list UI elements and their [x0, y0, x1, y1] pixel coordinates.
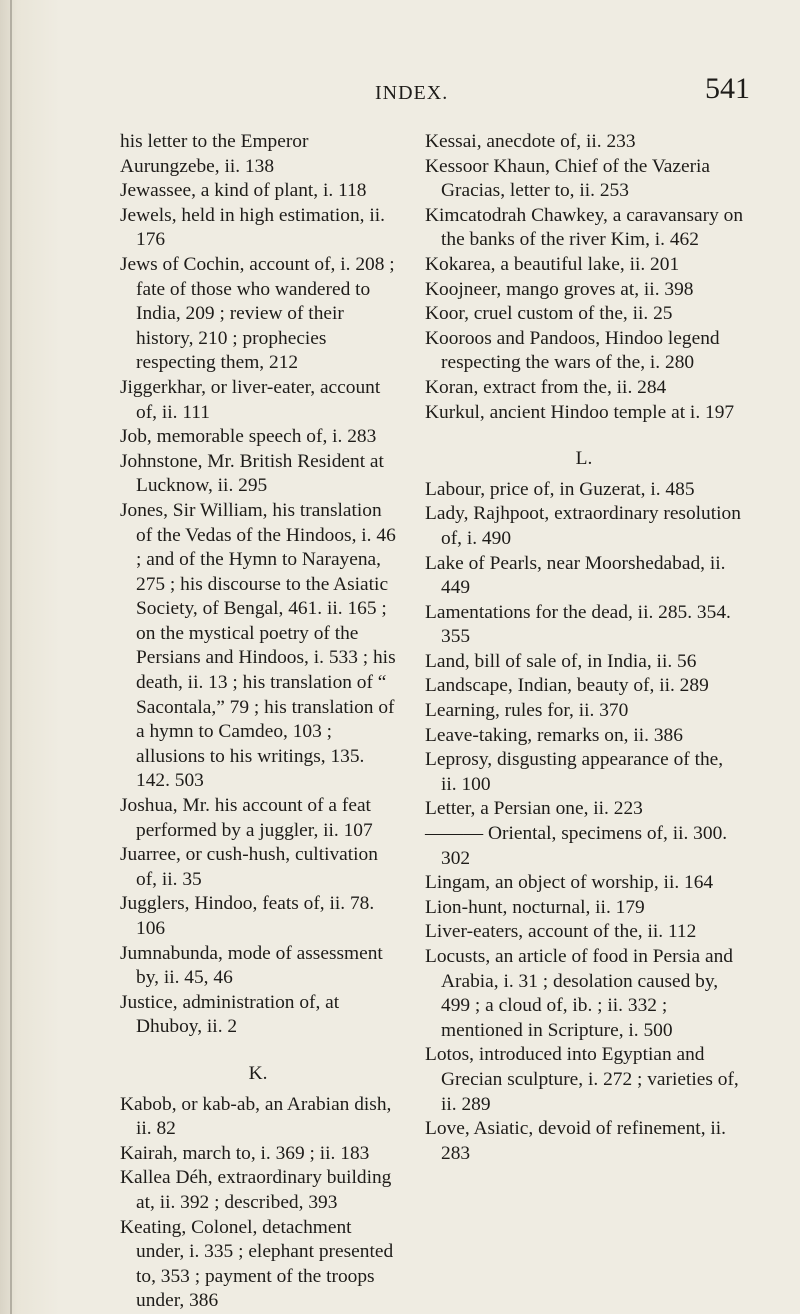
index-entry: Jones, Sir William, his translation of the Vedas of the Hindoos, i. 46 ; and of the Hymn to Narayena, 275 ; his discourse to the Asiatic Society, of Bengal, 461. ii. 165 ; on the mystical poetry of the Persians and Hindoos, i. 533 ; his death, ii. 13 ; his translation of “ Sacontala,” 79 ; his translation of a hymn to Camdeo, 103 ; allusions to his writings, 135. 142. 503 [120, 499, 396, 792]
index-entry: Learning, rules for, ii. 370 [425, 700, 629, 722]
index-entry: Lady, Rajhpoot, extraordinary resolution of, i. 490 [425, 503, 741, 549]
index-entry: Kimcatodrah Chawkey, a caravansary on the banks of the river Kim, i. 462 [425, 204, 744, 251]
index-entry: Kurkul, ancient Hindoo temple at i. 197 [425, 401, 735, 423]
index-entry: Jugglers, Hindoo, feats of, ii. 78. 106 [120, 893, 375, 939]
index-entry: Johnstone, Mr. British Resident at Lucknow, ii. 295 [120, 450, 384, 497]
index-entry: Lingam, an object of worship, ii. 164 [425, 872, 714, 894]
index-entry: Jews of Cochin, account of, i. 208 ; fate of those who wandered to India, 209 ; review of their history, 210 ; prophecies respecting them, 212 [120, 253, 395, 374]
index-entry: Keating, Colonel, detachment under, i. 335 ; elephant presented to, 353 ; payment of the troops under, 386 [120, 1216, 394, 1312]
index-entry: Koor, cruel custom of the, ii. 25 [425, 303, 673, 325]
section-letter-l: L. [575, 448, 593, 470]
index-entry: Liver-eaters, account of the, ii. 112 [425, 921, 697, 943]
right-column [425, 130, 743, 1166]
index-entry: Kokarea, a beautiful lake, ii. 201 [425, 253, 680, 275]
index-entry: Juarree, or cush-hush, cultivation of, ii. 35 [120, 844, 378, 890]
index-entry: Kooroos and Pandoos, Hindoo legend respecting the wars of the, i. 280 [425, 327, 720, 374]
index-entry: Kessoor Khaun, Chief of the Vazeria Gracias, letter to, ii. 253 [425, 155, 711, 202]
index-entry: Koran, extract from the, ii. 284 [425, 376, 667, 398]
index-entry: Koojneer, mango groves at, ii. 398 [425, 278, 694, 300]
page-header [120, 72, 750, 118]
index-entry: Job, memorable speech of, i. 283 [120, 426, 377, 448]
index-entry: Landscape, Indian, beauty of, ii. 289 [425, 675, 709, 697]
index-entry: his letter to the Emperor Aurungzebe, ii. 138 [120, 131, 309, 177]
index-entry: Kessai, anecdote of, ii. 233 [425, 131, 636, 152]
index-entry: Jewassee, a kind of plant, i. 118 [120, 180, 367, 202]
index-entry: Justice, administration of, at Dhuboy, ii. 2 [120, 991, 340, 1038]
index-entry: Leprosy, disgusting appearance of the, ii. 100 [425, 749, 724, 795]
index-entry: Lamentations for the dead, ii. 285. 354. 355 [425, 601, 731, 648]
index-entry: Jiggerkhar, or liver-eater, account of, ii. 111 [120, 376, 381, 423]
index-entry: Locusts, an article of food in Persia and Arabia, i. 31 ; desolation caused by, 499 ; a cloud of, ib. ; ii. 332 ; mentioned in Scripture, i. 500 [425, 946, 734, 1041]
index-entry: Kallea Déh, extraordinary building at, ii. 392 ; described, 393 [120, 1167, 392, 1213]
index-entry: Love, Asiatic, devoid of refinement, ii. 283 [425, 1118, 727, 1164]
running-head: INDEX. [375, 82, 449, 104]
binding-edge [10, 0, 12, 1314]
index-entry: Land, bill of sale of, in India, ii. 56 [425, 650, 697, 672]
section-letter-k: K. [248, 1062, 268, 1084]
page-number: 541 [705, 72, 750, 105]
index-entry: Jumnabunda, mode of assessment by, ii. 45, 46 [120, 942, 383, 989]
index-entry: Lotos, introduced into Egyptian and Grecian sculpture, i. 272 ; varieties of, ii. 289 [425, 1044, 739, 1115]
index-entry: ——— Oriental, specimens of, ii. 300. 302 [425, 823, 728, 869]
index-entry: Labour, price of, in Guzerat, i. 485 [425, 478, 695, 500]
index-entry: Kairah, march to, i. 369 ; ii. 183 [120, 1142, 370, 1164]
index-entry: Joshua, Mr. his account of a feat performed by a juggler, ii. 107 [120, 795, 373, 841]
left-column [120, 130, 396, 1314]
index-entry: Lion-hunt, nocturnal, ii. 179 [425, 896, 645, 918]
index-entry: Kabob, or kab-ab, an Arabian dish, ii. 82 [120, 1093, 392, 1140]
index-entry: Letter, a Persian one, ii. 223 [425, 798, 643, 820]
index-entry: Jewels, held in high estimation, ii. 176 [120, 204, 385, 251]
index-entry: Leave-taking, remarks on, ii. 386 [425, 724, 683, 746]
index-entry: Lake of Pearls, near Moorshedabad, ii. 449 [425, 552, 726, 599]
